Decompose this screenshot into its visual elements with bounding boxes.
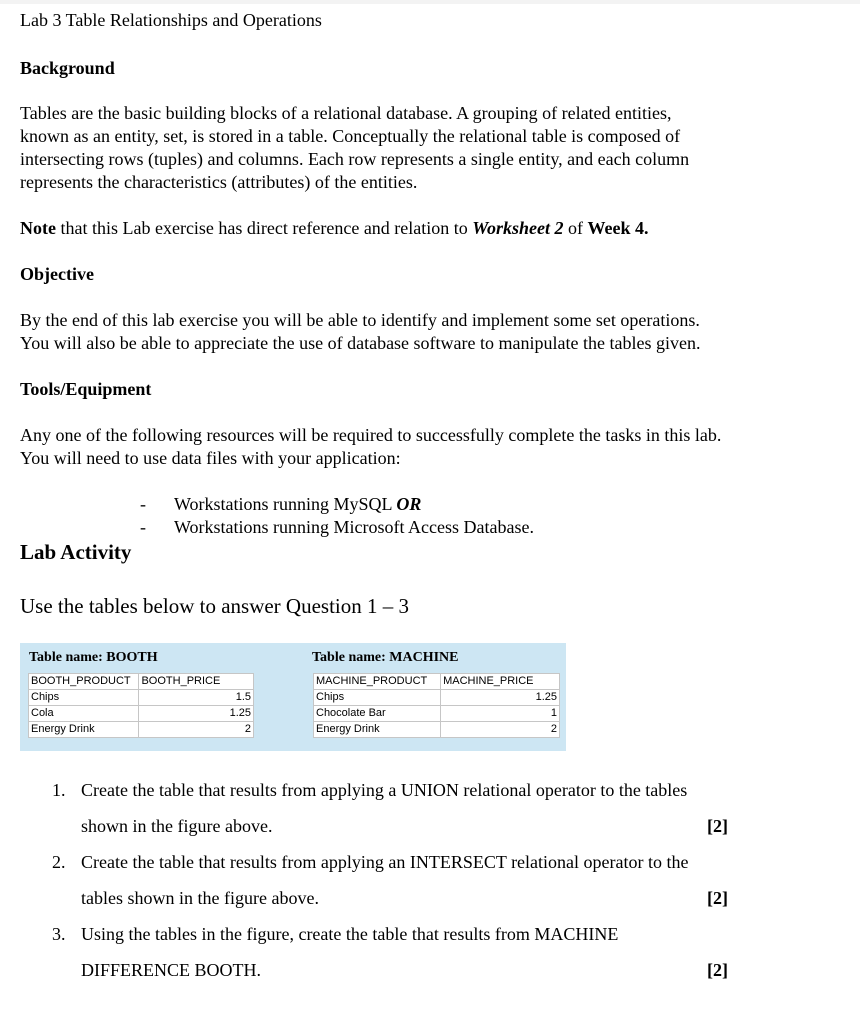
lab-activity-heading: Lab Activity [20,540,132,564]
background-heading: Background [20,58,115,78]
table-cell: 1.25 [441,690,560,706]
note-paragraph [20,217,648,240]
machine-table-name: Table name: MACHINE [312,650,459,665]
objective-line-1: By the end of this lab exercise you will be able to identify and implement some set operations. [20,310,700,330]
table-row [29,706,254,722]
bullet-dash: - [140,517,146,537]
tools-item-access: Workstations running Microsoft Access Database. [174,517,534,537]
note-worksheet: Worksheet 2 [472,218,564,238]
note-label: Note [20,218,56,238]
table-cell: 2 [441,722,560,738]
booth-col-product: BOOTH_PRODUCT [29,674,139,690]
table-row [314,722,560,738]
table-row [314,690,560,706]
table-cell: Chocolate Bar [314,706,441,722]
background-line-4: represents the characteristics (attributes) of the entities. [20,172,418,192]
background-line-1: Tables are the basic building blocks of a relational database. A grouping of related entities, [20,103,672,123]
lab-title: Lab 3 Table Relationships and Operations [20,10,322,30]
table-cell: Cola [29,706,139,722]
table-cell: Energy Drink [29,722,139,738]
tools-line-2: You will need to use data files with your application: [20,448,401,468]
question-2-mark: [2] [707,888,728,908]
page-top-shadow [0,0,860,4]
note-text-1: that this Lab exercise has direct reference and relation to [55,218,473,238]
question-3-mark: [2] [707,960,728,980]
tools-item-text: Workstations running MySQL [174,494,397,514]
tools-line-1: Any one of the following resources will be required to successfully complete the tasks in this lab. [20,425,722,445]
question-1-line-1: Create the table that results from applying a UNION relational operator to the tables [81,780,688,800]
tools-item-mysql [174,493,421,516]
question-3-line-1: Using the tables in the figure, create the table that results from MACHINE [81,924,619,944]
question-1-mark: [2] [707,816,728,836]
background-line-3: intersecting rows (tuples) and columns. Each row represents a single entity, and each column [20,149,690,169]
table-cell: Chips [29,690,139,706]
tables-figure [20,643,566,751]
tools-heading: Tools/Equipment [20,379,152,399]
booth-table-name: Table name: BOOTH [29,650,158,665]
table-cell: 1 [441,706,560,722]
objective-line-2: You will also be able to appreciate the use of database software to manipulate the tables given. [20,333,701,353]
table-cell: Energy Drink [314,722,441,738]
table-cell: 1.5 [139,690,254,706]
bullet-dash: - [140,494,146,514]
machine-col-product: MACHINE_PRODUCT [314,674,441,690]
question-number: 3. [52,924,66,944]
question-2-line-1: Create the table that results from applying an INTERSECT relational operator to the [81,852,689,872]
note-text-2: of [563,218,588,238]
note-week: Week 4. [587,218,649,238]
background-line-2: known as an entity, set, is stored in a table. Conceptually the relational table is composed of [20,126,681,146]
machine-table [313,673,560,738]
table-cell: 2 [139,722,254,738]
question-number: 1. [52,780,66,800]
table-row [29,722,254,738]
question-2-line-2: tables shown in the figure above. [81,888,319,908]
table-row [314,706,560,722]
lab-activity-intro: Use the tables below to answer Question 1 – 3 [20,594,410,618]
question-number: 2. [52,852,66,872]
table-cell: Chips [314,690,441,706]
question-3-line-2: DIFFERENCE BOOTH. [81,960,262,980]
booth-col-price: BOOTH_PRICE [139,674,254,690]
table-row [29,690,254,706]
tools-item-emph: OR [396,494,422,514]
booth-table [28,673,254,738]
table-cell: 1.25 [139,706,254,722]
machine-col-price: MACHINE_PRICE [441,674,560,690]
objective-heading: Objective [20,264,94,284]
question-1-line-2: shown in the figure above. [81,816,273,836]
